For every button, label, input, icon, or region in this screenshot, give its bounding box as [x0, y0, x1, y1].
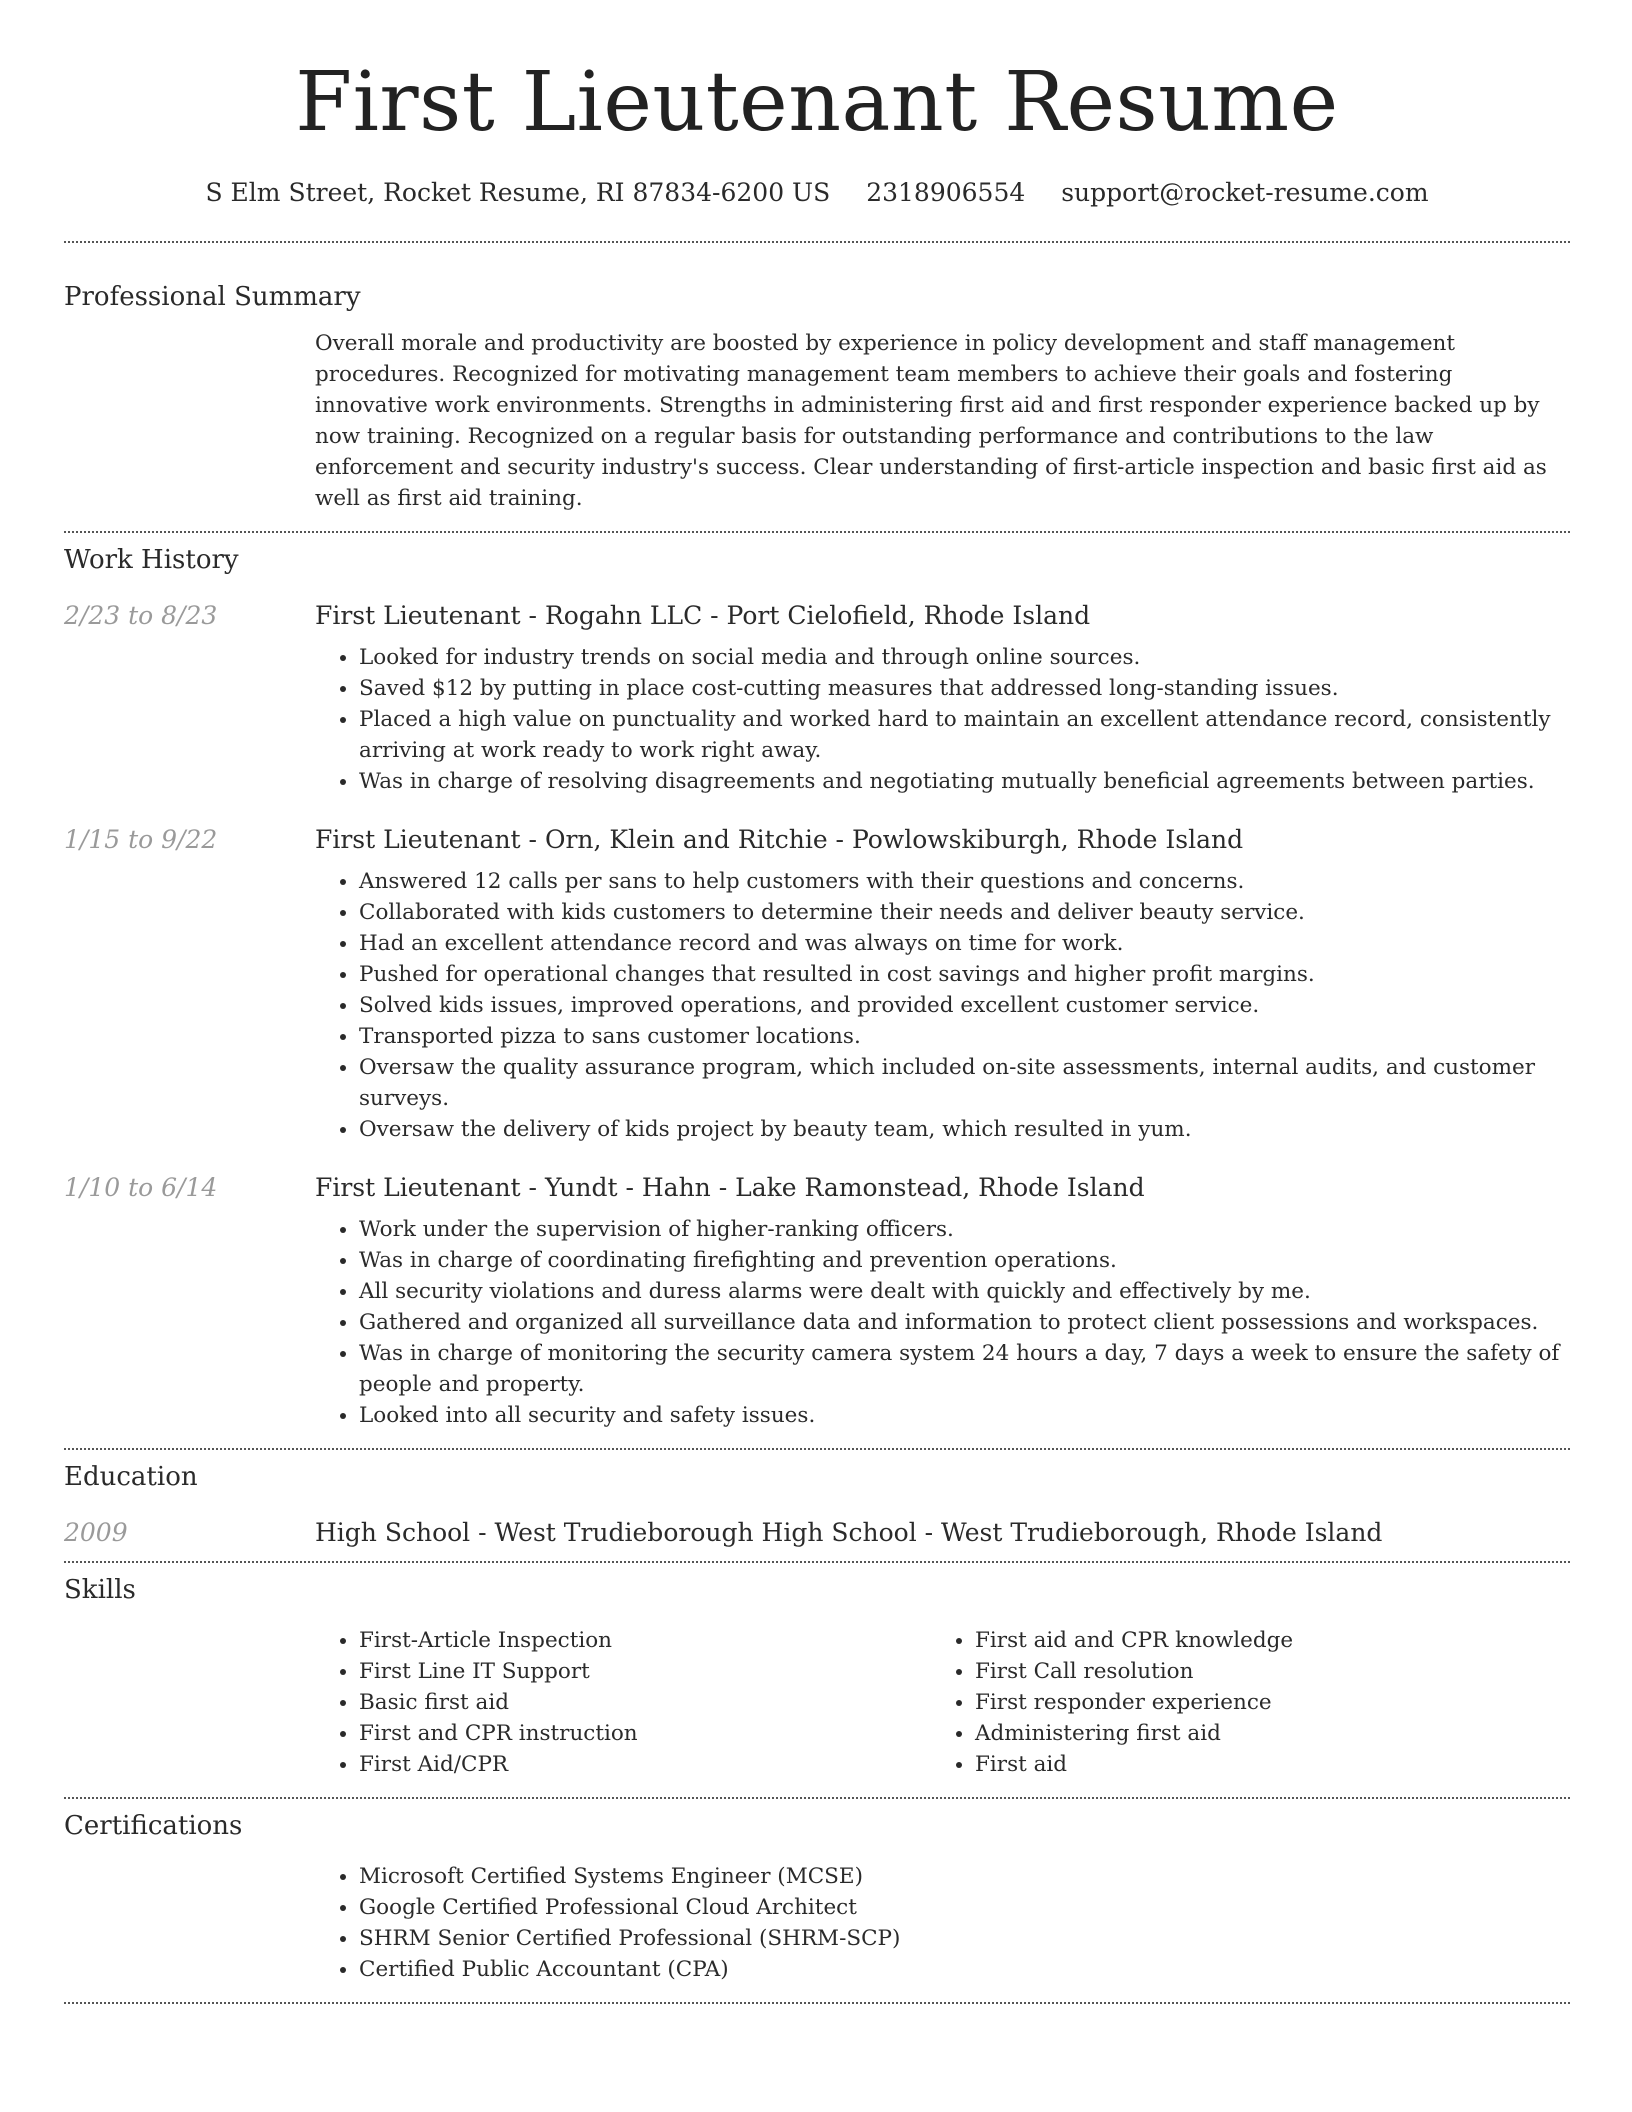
list-item: • First Call resolution	[975, 1656, 1547, 1687]
section-title-education: Education	[64, 1462, 198, 1492]
summary-text: Overall morale and productivity are boosted by experience in policy development and staff management procedures. Recognized for motivating management team members to achieve their goals and fostering innovative work environments. Strengths in administering first aid and first responder experience backed up by now training. Recognized on a regular basis for outstanding performance and contributions to the law enforcement and security industry's success. Clear understanding of first-article inspection and basic first aid as well as first aid training.	[315, 331, 1547, 511]
section-title-certifications: Certifications	[64, 1811, 243, 1841]
job-dates: 2/23 to 8/23	[64, 601, 218, 630]
list-item: • First aid and CPR knowledge	[975, 1625, 1547, 1656]
list-item: • Work under the supervision of higher-ranking officers.	[359, 1214, 1570, 1245]
list-item: • First responder experience	[975, 1687, 1547, 1718]
job-bullets	[315, 642, 1570, 797]
job-header	[64, 601, 1570, 630]
list-item: • All security violations and duress alarms were dealt with quickly and effectively by me.	[359, 1276, 1570, 1307]
list-item: • Administering first aid	[975, 1718, 1547, 1749]
resume-title: First Lieutenant Resume	[295, 55, 1339, 150]
list-item: • First Aid/CPR	[359, 1749, 931, 1780]
list-item: • Was in charge of coordinating firefighting and prevention operations.	[359, 1245, 1570, 1276]
contact-line	[64, 178, 1570, 207]
job-title: First Lieutenant - Yundt - Hahn - Lake Ramonstead, Rhode Island	[315, 1173, 1145, 1202]
job-title: First Lieutenant - Rogahn LLC - Port Cielofield, Rhode Island	[315, 601, 1091, 630]
skills-list	[315, 1625, 1570, 1780]
job-dates: 1/15 to 9/22	[64, 825, 218, 854]
certifications-list	[315, 1861, 1570, 1985]
list-item: • Gathered and organized all surveillance data and information to protect client possessions and workspaces.	[359, 1307, 1570, 1338]
list-item: • Had an excellent attendance record and was always on time for work.	[359, 928, 1570, 959]
job-bullets	[315, 1214, 1570, 1431]
list-item: • Google Certified Professional Cloud Architect	[359, 1892, 1570, 1923]
divider	[64, 2002, 1570, 2004]
job-dates: 1/10 to 6/14	[64, 1173, 218, 1202]
list-item: • Transported pizza to sans customer locations.	[359, 1021, 1570, 1052]
list-item: • Solved kids issues, improved operations, and provided excellent customer service.	[359, 990, 1570, 1021]
list-item: • Pushed for operational changes that resulted in cost savings and higher profit margins.	[359, 959, 1570, 990]
job-entry	[64, 825, 1570, 1145]
list-item: • Looked for industry trends on social media and through online sources.	[359, 642, 1570, 673]
list-item: • Oversaw the delivery of kids project by beauty team, which resulted in yum.	[359, 1114, 1570, 1145]
skills-column-right	[931, 1625, 1547, 1780]
divider	[64, 1797, 1570, 1799]
divider	[64, 531, 1570, 533]
education-entry	[64, 1518, 1570, 1547]
section-title-work-history: Work History	[64, 545, 239, 575]
list-item: • Microsoft Certified Systems Engineer (MCSE)	[359, 1861, 1570, 1892]
list-item: • Certified Public Accountant (CPA)	[359, 1954, 1570, 1985]
list-item: • Oversaw the quality assurance program, which included on-site assessments, internal audits, and customer surveys.	[359, 1052, 1570, 1114]
list-item: • Looked into all security and safety issues.	[359, 1400, 1570, 1431]
job-header	[64, 1173, 1570, 1202]
resume-page	[64, 0, 1570, 2004]
list-item: • First aid	[975, 1749, 1547, 1780]
list-item: • Answered 12 calls per sans to help customers with their questions and concerns.	[359, 866, 1570, 897]
list-item: • Was in charge of resolving disagreements and negotiating mutually beneficial agreements between parties.	[359, 766, 1570, 797]
section-title-summary: Professional Summary	[64, 282, 361, 312]
divider	[64, 1561, 1570, 1563]
list-item: • Was in charge of monitoring the security camera system 24 hours a day, 7 days a week to ensure the safety of people and property.	[359, 1338, 1570, 1400]
job-title: First Lieutenant - Orn, Klein and Ritchie - Powlowskiburgh, Rhode Island	[315, 825, 1244, 854]
list-item: • First Line IT Support	[359, 1656, 931, 1687]
list-item: • Collaborated with kids customers to determine their needs and deliver beauty service.	[359, 897, 1570, 928]
list-item: • First and CPR instruction	[359, 1718, 931, 1749]
education-year: 2009	[64, 1518, 128, 1547]
list-item: • SHRM Senior Certified Professional (SHRM-SCP)	[359, 1923, 1570, 1954]
skills-column-left	[315, 1625, 931, 1780]
job-header	[64, 825, 1570, 854]
job-entry	[64, 601, 1570, 797]
divider	[64, 1448, 1570, 1450]
list-item: • First-Article Inspection	[359, 1625, 931, 1656]
address: S Elm Street, Rocket Resume, RI 87834-6200 US	[205, 178, 831, 207]
list-item: • Placed a high value on punctuality and worked hard to maintain an excellent attendance record, consistently arriving at work ready to work right away.	[359, 704, 1570, 766]
education-details: High School - West Trudieborough High School - West Trudieborough, Rhode Island	[315, 1518, 1383, 1547]
section-title-skills: Skills	[64, 1575, 136, 1605]
job-bullets	[315, 866, 1570, 1145]
list-item: • Saved $12 by putting in place cost-cutting measures that addressed long-standing issues.	[359, 673, 1570, 704]
job-entry	[64, 1173, 1570, 1431]
list-item: • Basic first aid	[359, 1687, 931, 1718]
email: support@rocket-resume.com	[1061, 178, 1429, 207]
phone: 2318906554	[866, 178, 1026, 207]
divider	[64, 241, 1570, 243]
